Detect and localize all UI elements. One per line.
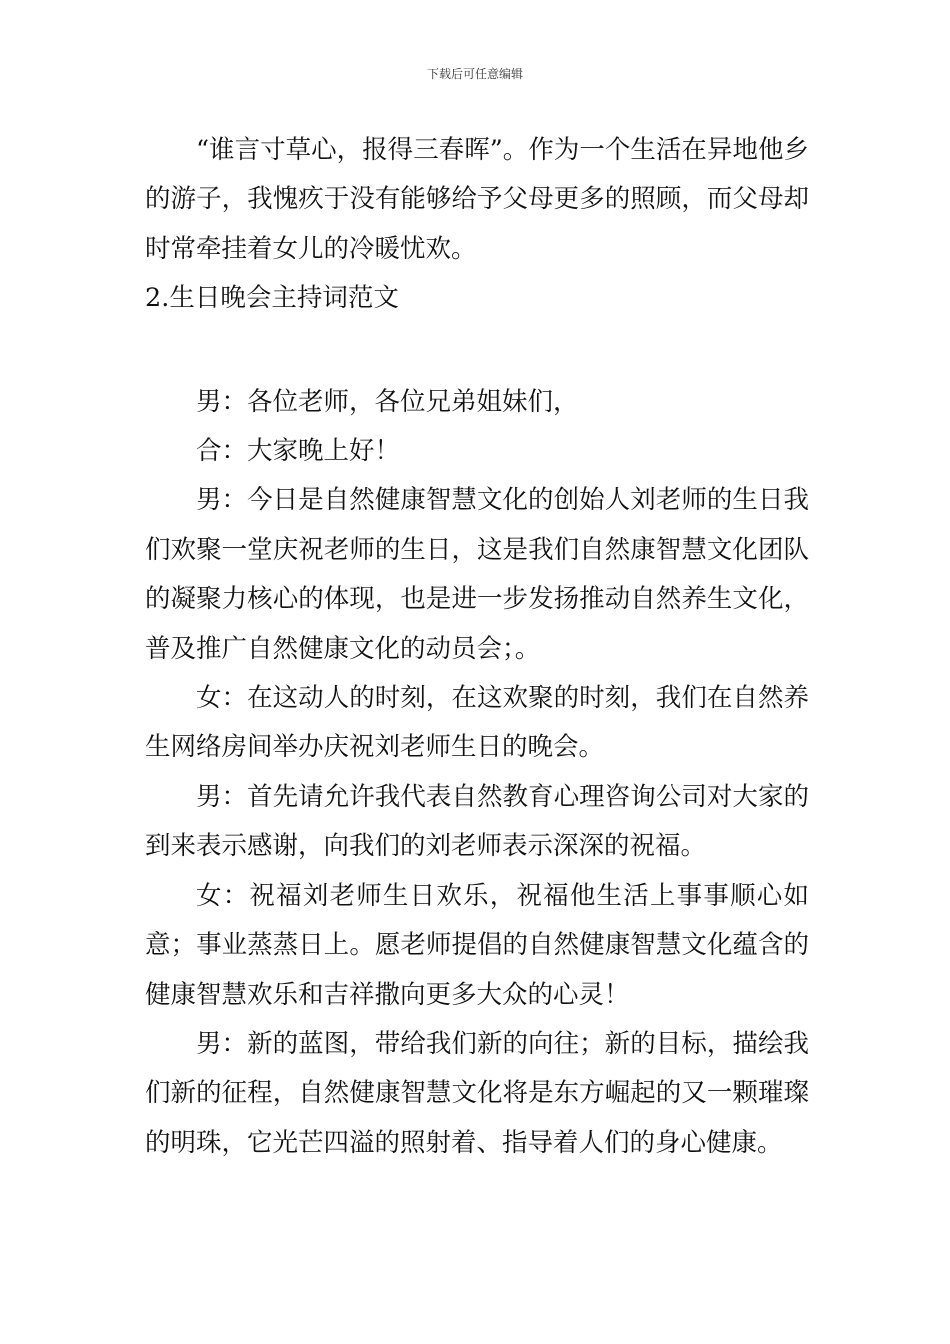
dialogue-line: 女：祝福刘老师生日欢乐，祝福他生活上事事顺心如意；事业蒸蒸日上。愿老师提倡的自然健康智慧文化蕴含的健康智慧欢乐和吉祥撒向更多大众的心灵！ [145, 880, 809, 1010]
intro-paragraph: “谁言寸草心，报得三春晖”。作为一个生活在异地他乡的游子，我愧疚于没有能够给予父母更多的照顾，而父母却时常牵挂着女儿的冷暖忧欢。 [145, 135, 809, 264]
document-body [145, 126, 809, 1168]
section-title: 2.生日晚会主持词范文 [145, 283, 399, 314]
blank-line [145, 324, 809, 373]
dialogue-line: 男：今日是自然健康智慧文化的创始人刘老师的生日我们欢聚一堂庆祝老师的生日，这是我们自然康智慧文化团队的凝聚力核心的体现，也是进一步发扬推动自然养生文化，普及推广自然健康文化的动员会；。 [145, 485, 809, 664]
dialogue-line: 男：首先请允许我代表自然教育心理咨询公司对大家的到来表示感谢，向我们的刘老师表示深深的祝福。 [145, 781, 809, 862]
page-header: 下载后可任意编辑 [426, 67, 523, 81]
dialogue-line: 合：大家晚上好！ [196, 436, 401, 467]
dialogue-line: 女：在这动人的时刻，在这欢聚的时刻，我们在自然养生网络房间举办庆祝刘老师生日的晚会。 [145, 683, 809, 763]
dialogue-line: 男：新的蓝图，带给我们新的向往；新的目标，描绘我们新的征程，自然健康智慧文化将是东方崛起的又一颗璀璨的明珠，它光芒四溢的照射着、指导着人们的身心健康。 [145, 1028, 809, 1158]
dialogue-line: 男：各位老师，各位兄弟姐妹们， [196, 386, 579, 417]
